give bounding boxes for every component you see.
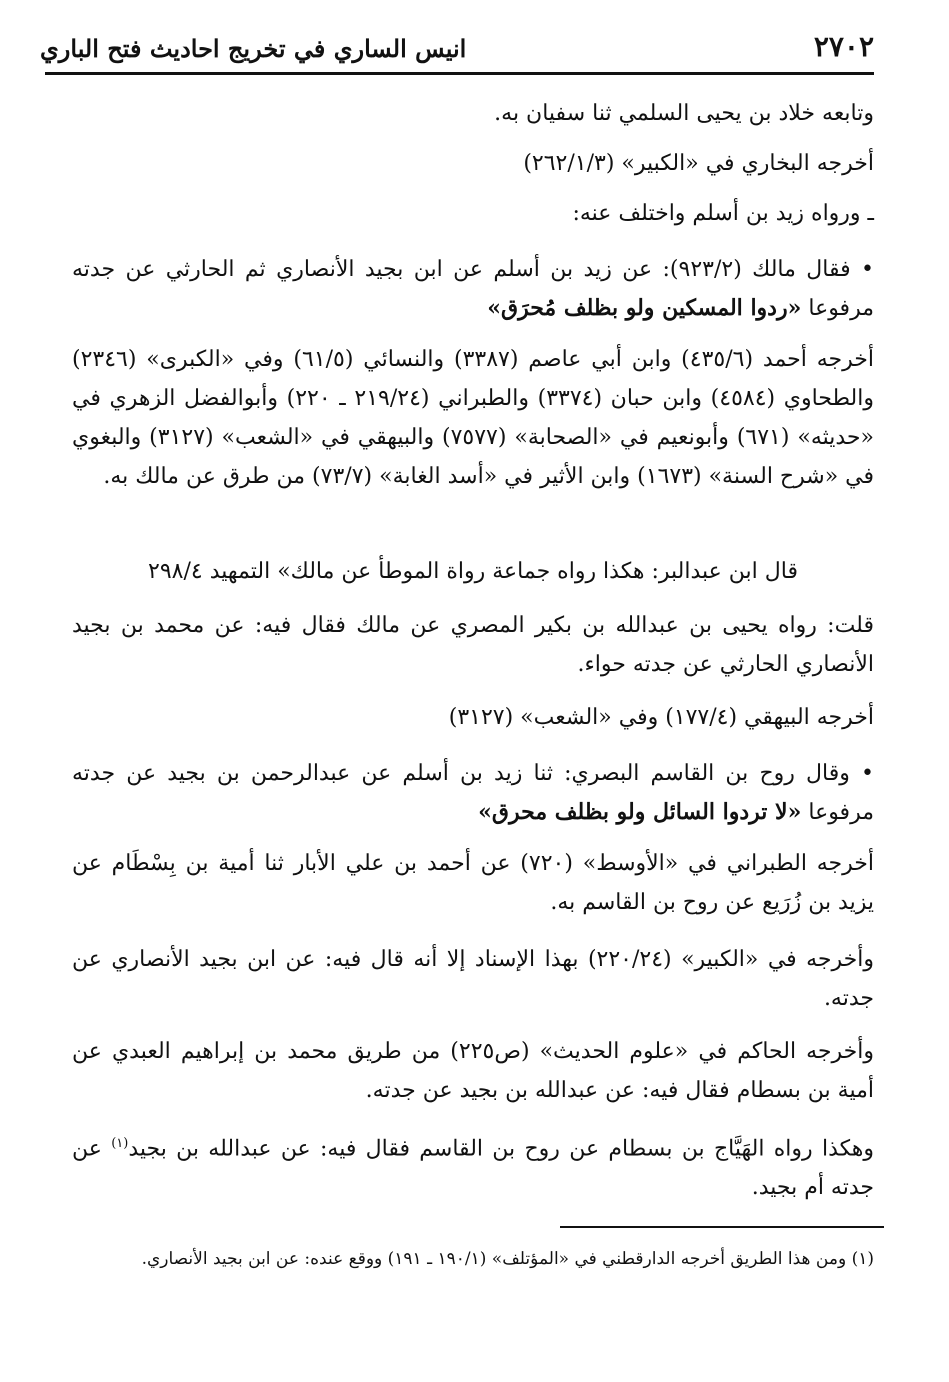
footnote xyxy=(80,1243,874,1276)
hadith-text: «ردوا المسكين ولو بظلف مُحرَق» xyxy=(487,295,802,321)
paragraph-7: قلت: رواه يحيى بن عبدالله بن بكير المصري عن مالك فقال فيه: عن محمد بن بجيد الأنصاري الحارثي عن جدته حواء. xyxy=(72,613,874,677)
footnote-rule xyxy=(560,1226,884,1228)
running-title: انيس الساري في تخريج احاديث فتح الباري xyxy=(40,34,467,63)
footnote-marker: (١) xyxy=(851,1249,874,1269)
paragraph-9: • وقال روح بن القاسم البصري: ثنا زيد بن أسلم عن عبدالرحمن بن بجيد عن جدته مرفوعا «لا تردوا السائل ولو بظلف محرق» xyxy=(72,761,874,825)
paragraph-10: أخرجه الطبراني في «الأوسط» (٧٢٠) عن أحمد بن علي الأبار ثنا أمية بن بِسْطَام عن يزيد بن زُرَيع عن روح بن القاسم به. xyxy=(72,851,874,915)
page-header xyxy=(40,28,874,72)
paragraph-3: ـ ورواه زيد بن أسلم واختلف عنه: xyxy=(572,201,874,226)
paragraph-12: وأخرجه الحاكم في «علوم الحديث» (ص٢٢٥) من طريق محمد بن إبراهيم العبدي عن أمية بن بسطام فقال فيه: عن عبدالله بن بجيد عن جدته. xyxy=(72,1039,875,1103)
paragraph-8: أخرجه البيهقي (١٧٧/٤) وفي «الشعب» (٣١٢٧) xyxy=(448,705,874,730)
footnote-reference: (١) xyxy=(111,1136,129,1151)
paragraph-11: وأخرجه في «الكبير» (٢٢٠/٢٤) بهذا الإسناد إلا أنه قال فيه: عن ابن بجيد الأنصاري عن جدته. xyxy=(72,947,874,1011)
paragraph-1: وتابعه خلاد بن يحيى السلمي ثنا سفيان به. xyxy=(494,101,874,126)
header-rule xyxy=(45,72,874,75)
page-number: ٢٧٠٢ xyxy=(813,30,874,63)
paragraph-13: وهكذا رواه الهَيَّاج بن بسطام عن روح بن القاسم فقال فيه: عن عبدالله بن بجيد$^{(١)}$ عن جدته أم بجيد. xyxy=(72,1136,875,1201)
paragraph-6: قال ابن عبدالبر: هكذا رواه جماعة رواة الموطأ عن مالك» التمهيد ٢٩٨/٤ xyxy=(148,559,798,584)
paragraph-4: • فقال مالك (٩٢٣/٢): عن زيد بن أسلم عن ابن بجيد الأنصاري ثم الحارثي عن جدته مرفوعا «ردوا المسكين ولو بظلف مُحرَق» xyxy=(72,257,874,321)
paragraph-2: أخرجه البخاري في «الكبير» (٢٦٢/١/٣) xyxy=(523,151,874,176)
paragraph-5: أخرجه أحمد (٤٣٥/٦) وابن أبي عاصم (٣٣٨٧) والنسائي (٦١/٥) وفي «الكبرى» (٢٣٤٦) والطحاوي (٤٥٨٤) وابن حبان (٣٣٧٤) والطبراني (٢١٩/٢٤ ـ ٢٢٠) وأبوالفضل الزهري في «حديثه» (٦٧١) وأبونعيم في «الصحابة» (٧٥٧٧) والبيهقي في «الشعب» (٣١٢٧) والبغوي في «شرح السنة» (١٦٧٣) وابن الأثير في «أسد الغابة» (٧٣/٧) من طرق عن مالك به. xyxy=(72,347,874,489)
hadith-text: «لا تردوا السائل ولو بظلف محرق» xyxy=(478,799,802,825)
footnote-text: ومن هذا الطريق أخرجه الدارقطني في «المؤتلف» (١٩٠/١ ـ ١٩١) ووقع عنده: عن ابن بجيد الأنصاري. xyxy=(141,1249,847,1269)
